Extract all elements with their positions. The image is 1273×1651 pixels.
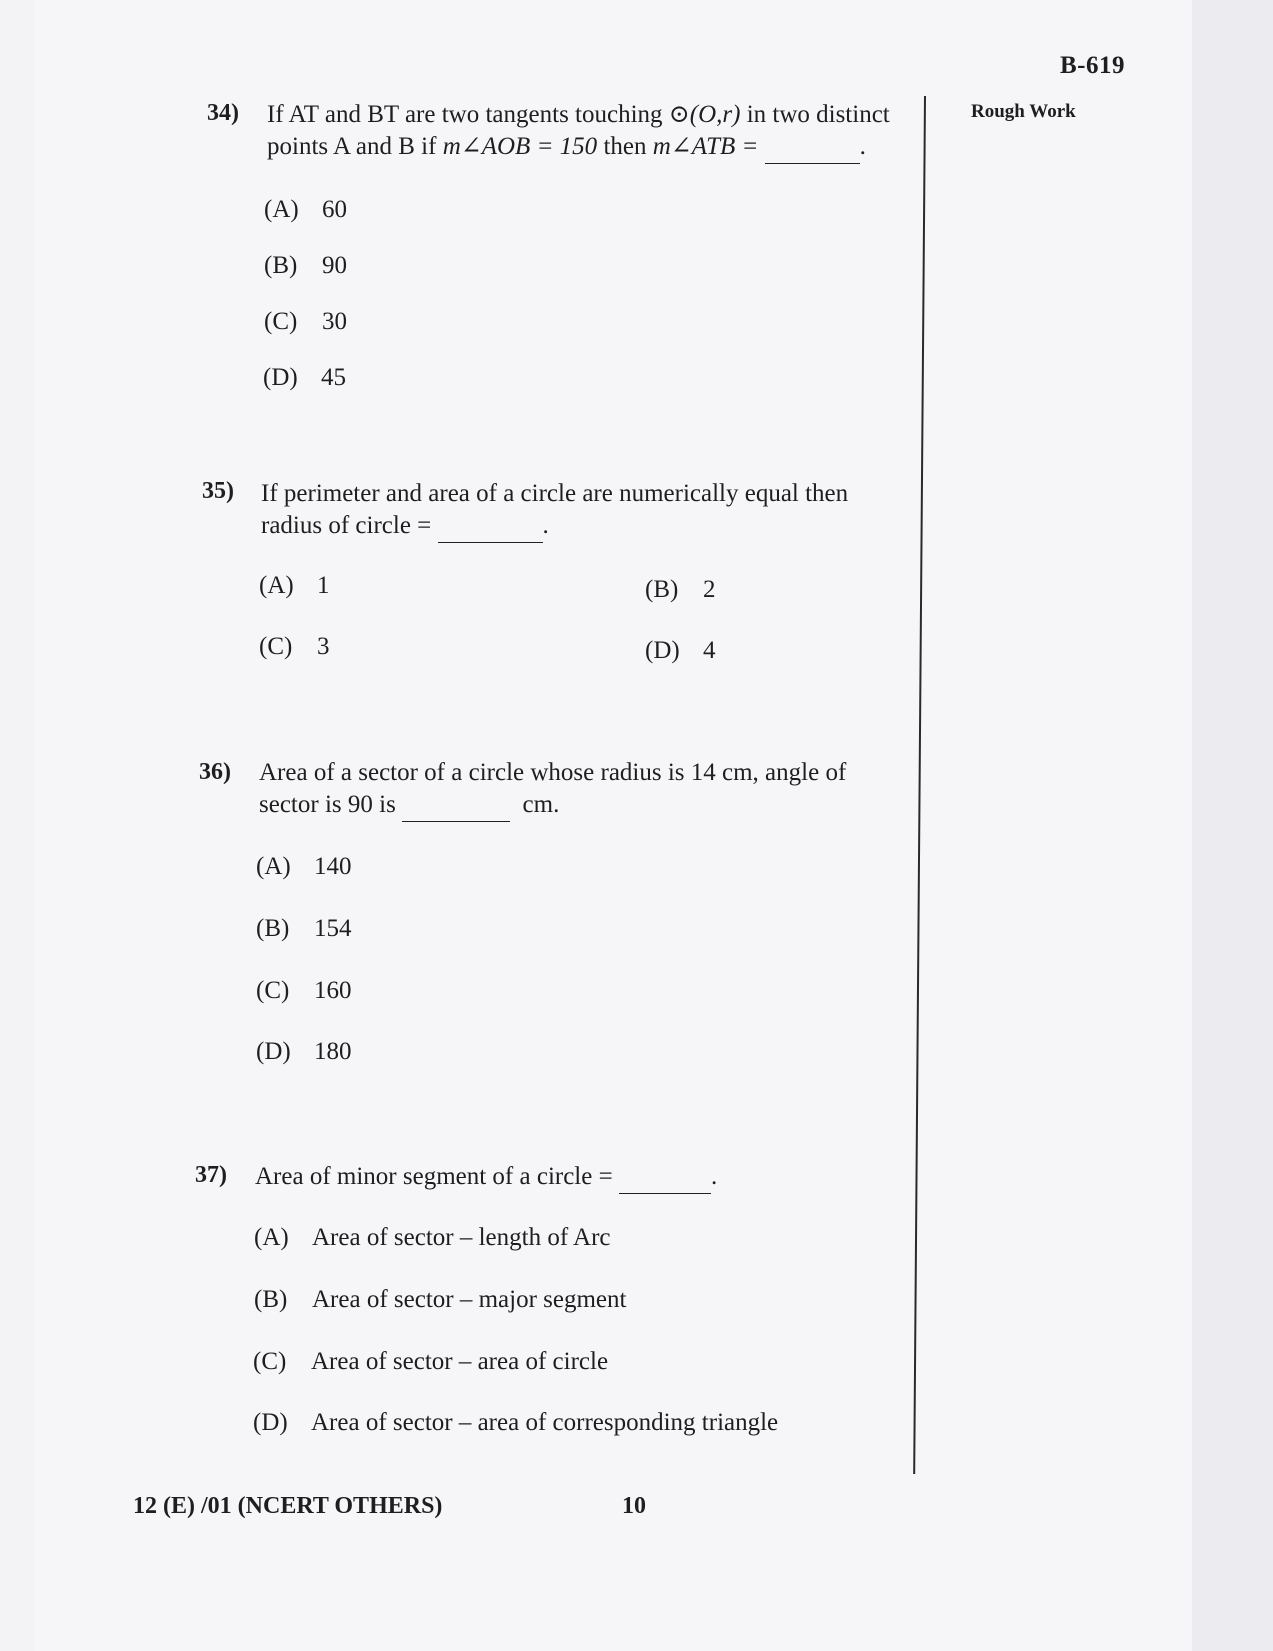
angle-expression: m∠ATB = [652, 133, 759, 160]
option-label: (B) [645, 576, 679, 603]
option [253, 1348, 608, 1376]
answer-blank [402, 789, 510, 822]
option [254, 1224, 611, 1252]
option [256, 853, 352, 881]
option [645, 637, 716, 665]
question-line-text: then [603, 133, 647, 160]
option [259, 633, 330, 661]
question-line-text: If AT and BT are two tangents touching [267, 101, 663, 128]
option-text: 3 [317, 633, 330, 660]
option-label: (B) [264, 252, 298, 279]
question-line-text: points A and B if [267, 133, 437, 160]
question-line [267, 99, 927, 131]
option-text: 1 [317, 572, 330, 599]
page-edge [1192, 0, 1273, 1651]
option-label: (B) [254, 1286, 288, 1313]
answer-blank [765, 131, 860, 164]
option [253, 1409, 778, 1437]
question-text [267, 99, 927, 164]
option-label: (B) [256, 915, 290, 942]
question-line [259, 789, 924, 822]
option-label: (C) [259, 633, 293, 660]
footer-paper-code: 12 (E) /01 (NCERT OTHERS) [133, 1493, 443, 1519]
option-text: 140 [314, 853, 352, 880]
question-line-text: radius of circle = [261, 512, 432, 539]
question-line: Area of a sector of a circle whose radius is 14 cm, angle of [259, 759, 847, 786]
option [256, 977, 352, 1005]
option-text: 60 [322, 196, 347, 223]
option [264, 308, 347, 336]
question-number: 37) [195, 1162, 227, 1188]
question-number: 36) [199, 759, 231, 785]
option-text: 45 [321, 364, 346, 391]
option [259, 572, 330, 600]
option [256, 1038, 352, 1066]
question-line: If perimeter and area of a circle are numerically equal then [261, 480, 849, 507]
question-text [259, 757, 924, 822]
question-line: Area of minor segment of a circle = . [255, 1161, 915, 1194]
question-line: radius of circle = . [261, 510, 926, 543]
page-number: 10 [622, 1493, 646, 1519]
question-text [261, 478, 926, 543]
option-text: Area of sector – major segment [312, 1286, 627, 1313]
answer-blank [438, 510, 543, 543]
angle-expression: m∠AOB = 150 [442, 133, 598, 160]
option-label: (D) [645, 637, 680, 664]
question-number: 35) [202, 478, 234, 504]
option [264, 196, 347, 224]
option-label: (D) [263, 364, 298, 391]
option-text: 180 [314, 1038, 352, 1065]
option-label: (D) [256, 1038, 291, 1065]
option [264, 252, 347, 280]
unit-text: cm. [522, 791, 560, 818]
option [645, 576, 716, 604]
option [256, 915, 352, 943]
option-label: (A) [259, 572, 294, 599]
option [254, 1286, 626, 1314]
option [263, 364, 346, 392]
option-text: Area of sector – area of corresponding triangle [311, 1409, 779, 1436]
option-text: 90 [322, 252, 347, 279]
option-label: (A) [256, 853, 291, 880]
question-line-text: Area of minor segment of a circle = [255, 1163, 613, 1190]
option-text: 160 [314, 977, 352, 1004]
option-label: (C) [264, 308, 298, 335]
question-line-text: sector is 90 is [259, 791, 396, 818]
option-label: (A) [264, 196, 299, 223]
question-text [255, 1161, 915, 1194]
circle-notation: ⊙(O,r) [668, 101, 741, 128]
option-text: Area of sector – area of circle [311, 1348, 609, 1375]
paper-code: B-619 [1060, 52, 1125, 79]
exam-page [34, 0, 1205, 1651]
rough-work-label: Rough Work [971, 101, 1076, 122]
option-label: (D) [253, 1409, 288, 1436]
question-line: points A and B if m∠AOB = 150 then m∠ATB = . [267, 131, 927, 164]
question-number: 34) [207, 100, 239, 126]
option-text: 154 [314, 915, 352, 942]
answer-blank [619, 1161, 711, 1194]
question-line-text: in two distinct [746, 101, 890, 128]
option-label: (C) [256, 977, 290, 1004]
option-text: 30 [322, 308, 347, 335]
option-text: Area of sector – length of Arc [312, 1224, 611, 1251]
option-text: 2 [703, 576, 716, 603]
option-label: (C) [253, 1348, 287, 1375]
option-label: (A) [254, 1224, 289, 1251]
option-text: 4 [703, 637, 716, 664]
